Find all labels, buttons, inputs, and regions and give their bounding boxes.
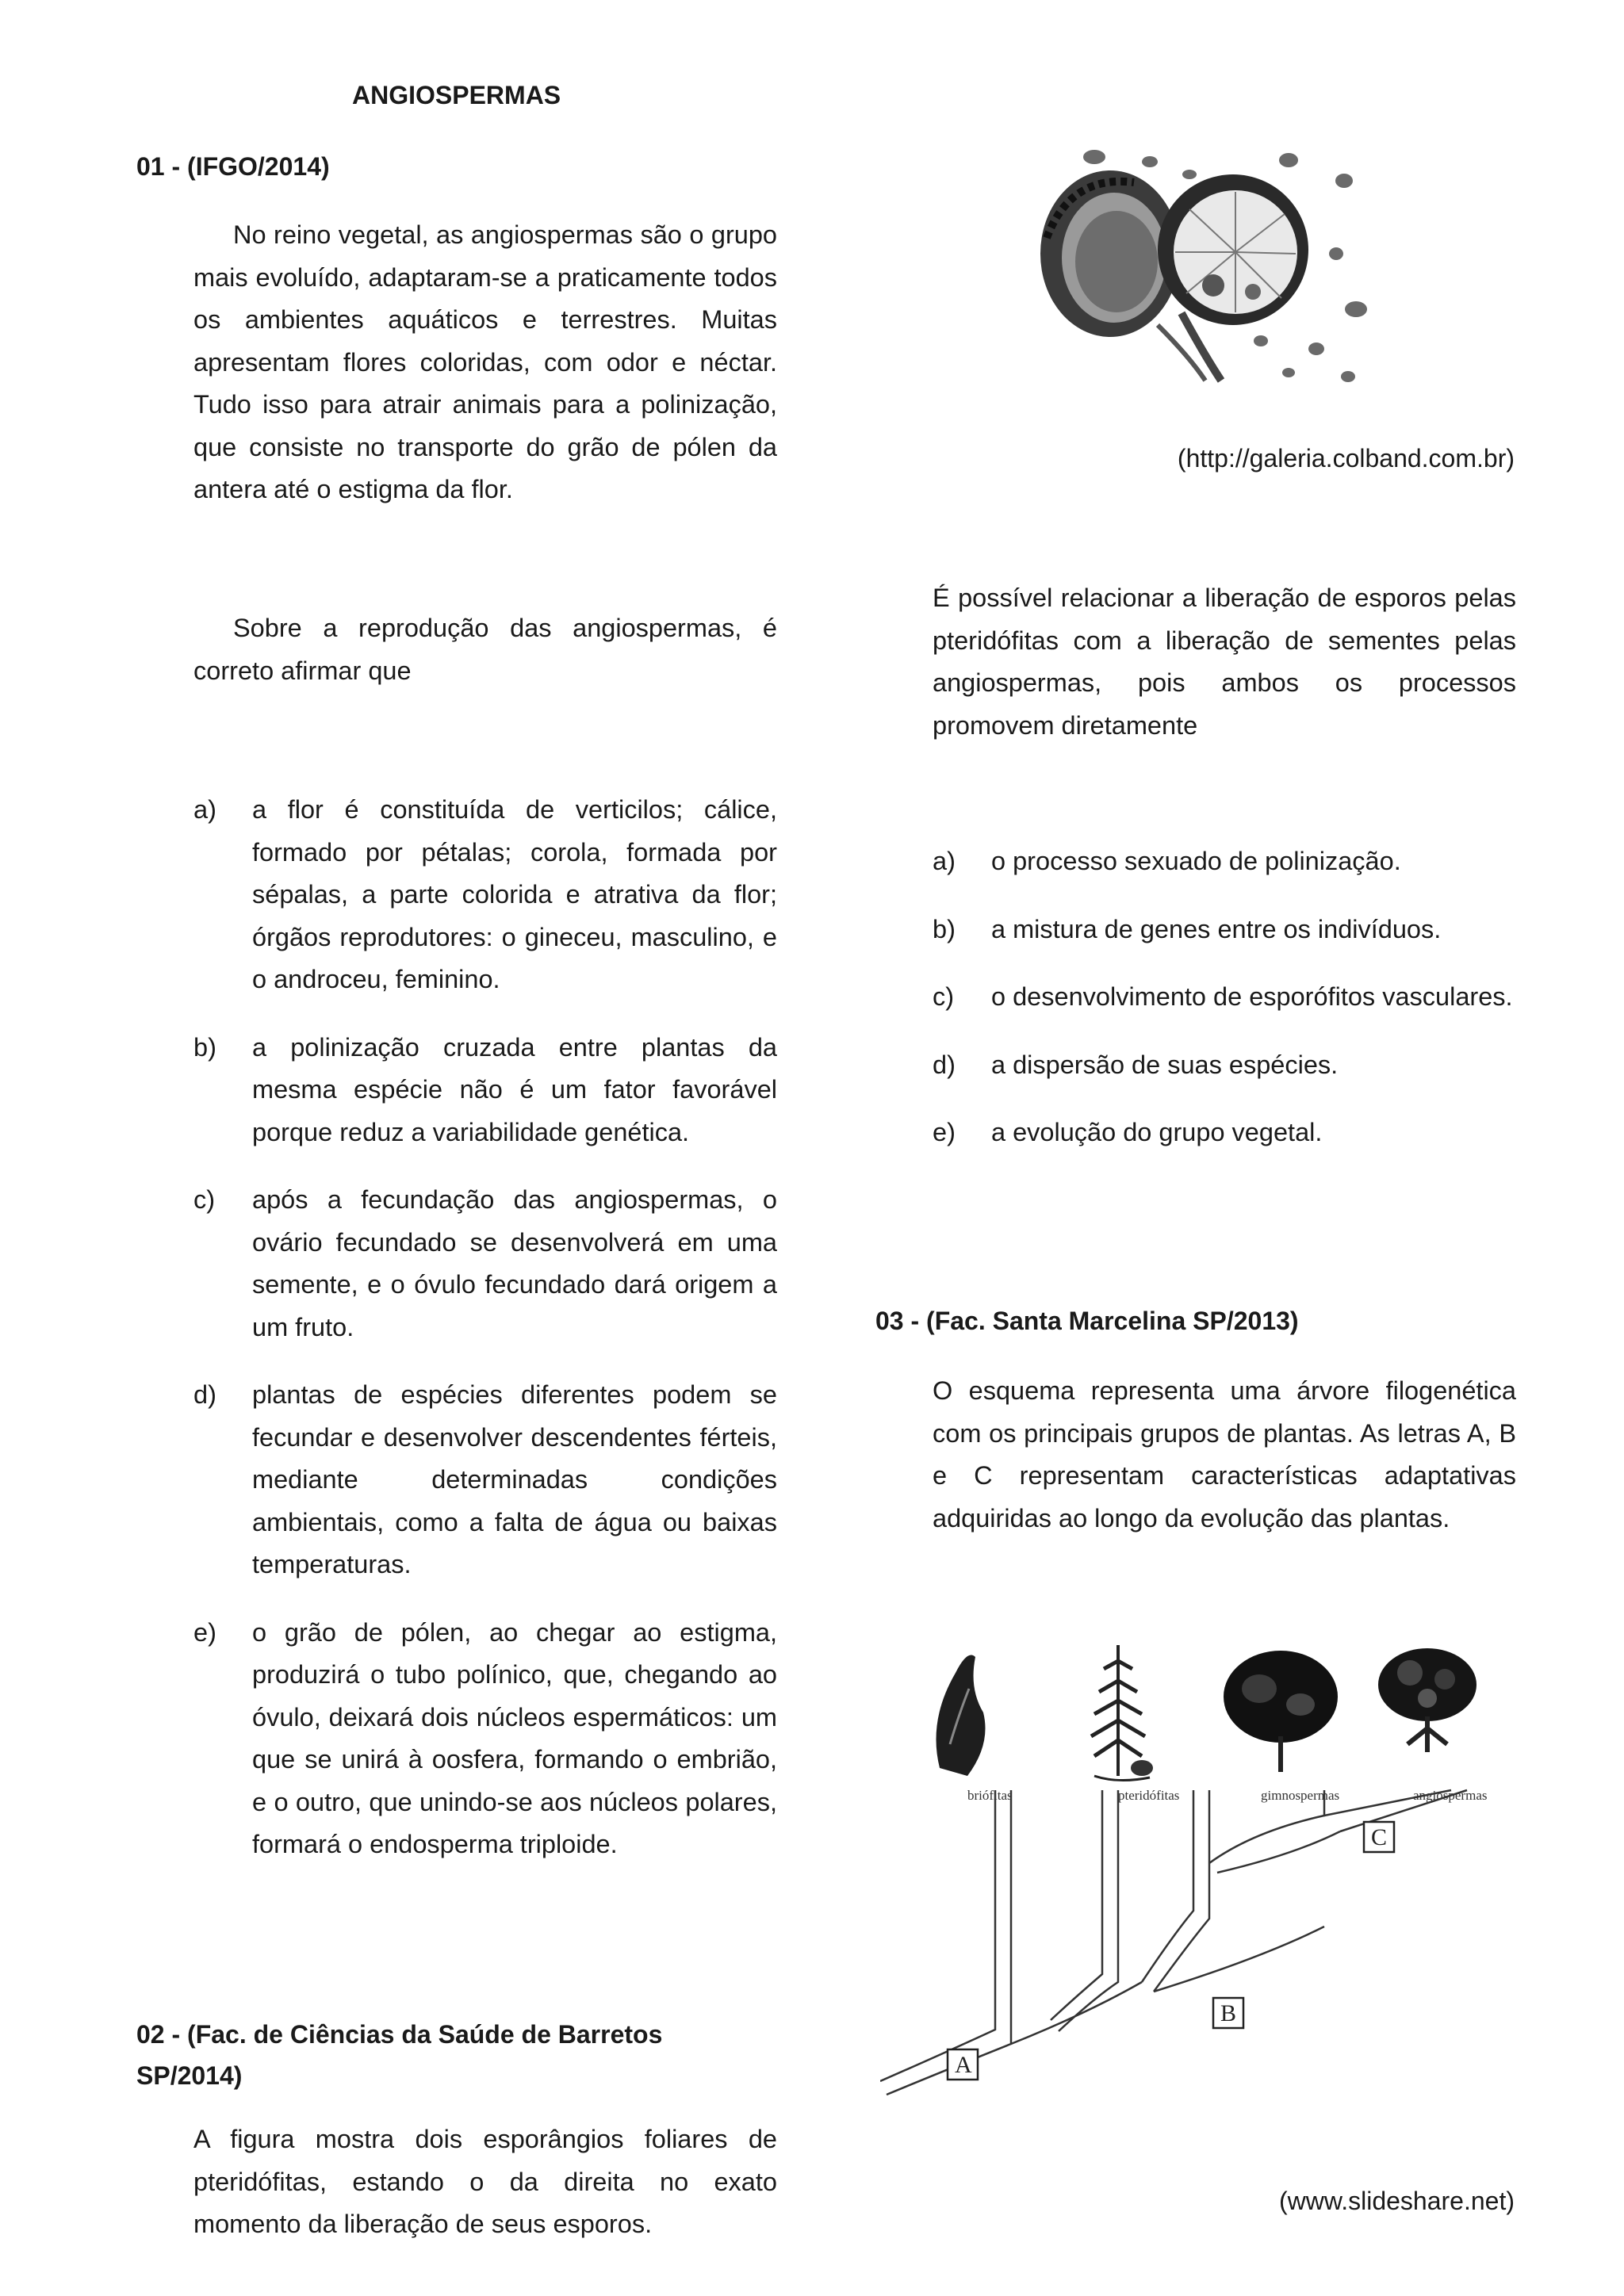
option-text: a mistura de genes entre os indivíduos. [991,914,1442,943]
box-a [948,2049,978,2080]
box-c [1364,1822,1394,1852]
option-text: a polinização cruzada entre plantas da mesma espécie não é um fator favorável porque reduz a variabilidade genética. [252,1032,777,1146]
page-title: ANGIOSPERMAS [352,81,561,109]
question-2-paragraph-2: É possível relacionar a liberação de esporos pelas pteridófitas com a liberação de sementes pelas angiospermas, pois ambos os processos promovem diretamente [933,584,1516,740]
fern-plant-icon [1091,1645,1153,1781]
option-text: após a fecundação das angiospermas, o ovário fecundado se desenvolverá em uma semente, e o óvulo fecundado dará origem a um fruto. [252,1185,777,1341]
phylogenetic-tree [880,1625,1530,2101]
option-d[interactable] [933,1044,1516,1087]
question-1-paragraph-1: No reino vegetal, as angiospermas são o grupo mais evoluído, adaptaram-se a praticamente todos os ambientes aquáticos e terrestres. Muitas apresentam flores coloridas, com odor e néctar. Tudo isso para atrair animais para a polinização, que consiste no transporte do grão de pólen da antera até o estigma da flor. [193,220,777,503]
option-letter: c) [193,1185,216,1214]
question-1-number: 01 - (IFGO/2014) [136,152,330,181]
option-d[interactable] [193,1374,777,1586]
option-e[interactable] [933,1112,1516,1154]
question-2-options [933,840,1516,1180]
option-text: o grão de pólen, ao chegar ao estigma, produzirá o tubo polínico, que, chegando ao óvulo, deixará dois núcleos espermáticos: um que se unirá à oosfera, formando o embrião, e o outro, que unindo-se aos núcleos polares, formará o endosperma triploide. [252,1617,777,1858]
option-letter: d) [193,1380,216,1409]
box-a-label: A [955,2052,972,2078]
image-caption-sporangia: (http://galeria.colband.com.br) [1177,444,1515,473]
gymnosperm-plant-icon [1224,1651,1338,1772]
option-e[interactable] [193,1612,777,1866]
option-b[interactable] [193,1027,777,1154]
option-text: o desenvolvimento de esporófitos vasculares. [991,982,1513,1011]
tree-label-pteridofitas: pteridófitas [1118,1788,1180,1803]
option-text: o processo sexuado de polinização. [991,847,1401,875]
option-letter: d) [933,1050,956,1079]
question-2-paragraph-1: A figura mostra dois esporângios foliares de pteridófitas, estando o da direita no exato momento da liberação de seus esporos. [193,2125,777,2238]
option-letter: a) [193,795,216,824]
option-letter: e) [933,1118,956,1146]
option-a[interactable] [193,789,777,1001]
tree-label-angiospermas: angiospermas [1413,1788,1488,1803]
option-text: a dispersão de suas espécies. [991,1050,1339,1079]
open-sporangium [1158,174,1308,381]
option-letter: c) [933,982,955,1011]
option-letter: b) [933,914,956,943]
question-1-options [193,789,777,1892]
tree-label-briofitas: briófitas [967,1788,1013,1803]
option-c[interactable] [193,1179,777,1349]
option-letter: b) [193,1032,216,1062]
option-b[interactable] [933,909,1516,951]
image-caption-tree: (www.slideshare.net) [1279,2187,1515,2215]
option-text: a flor é constituída de verticilos; cálice, formado por pétalas; corola, formada por sépalas, a parte colorida e atrativa da flor; órgãos reprodutores: o gineceu, masculino, e o androceu, feminino. [252,795,777,993]
option-text: a evolução do grupo vegetal. [991,1118,1323,1146]
option-letter: a) [933,847,956,875]
option-a[interactable] [933,840,1516,883]
box-c-label: C [1371,1824,1388,1850]
bryophyte-plant-icon [936,1655,986,1777]
sporangia-illustration [1023,143,1372,404]
angiosperm-plant-icon [1378,1648,1477,1752]
option-letter: e) [193,1617,216,1647]
box-b-label: B [1220,2000,1237,2026]
box-b [1213,1998,1243,2028]
option-c[interactable] [933,976,1516,1019]
option-text: plantas de espécies diferentes podem se fecundar e desenvolver descendentes férteis, mediante determinadas condições ambientais, como a falta de água ou baixas temperaturas. [252,1380,777,1578]
tree-label-gimnospermas: gimnospermas [1261,1788,1340,1803]
question-3-number: 03 - (Fac. Santa Marcelina SP/2013) [875,1307,1299,1335]
question-2-number: 02 - (Fac. de Ciências da Saúde de Barretos SP/2014) [136,2020,663,2090]
question-1-paragraph-2: Sobre a reprodução das angiospermas, é correto afirmar que [193,614,777,685]
question-3-paragraph-1: O esquema representa uma árvore filogenética com os principais grupos de plantas. As letras A, B e C representam características adaptativas adquiridas ao longo da evolução das plantas. [933,1376,1516,1533]
